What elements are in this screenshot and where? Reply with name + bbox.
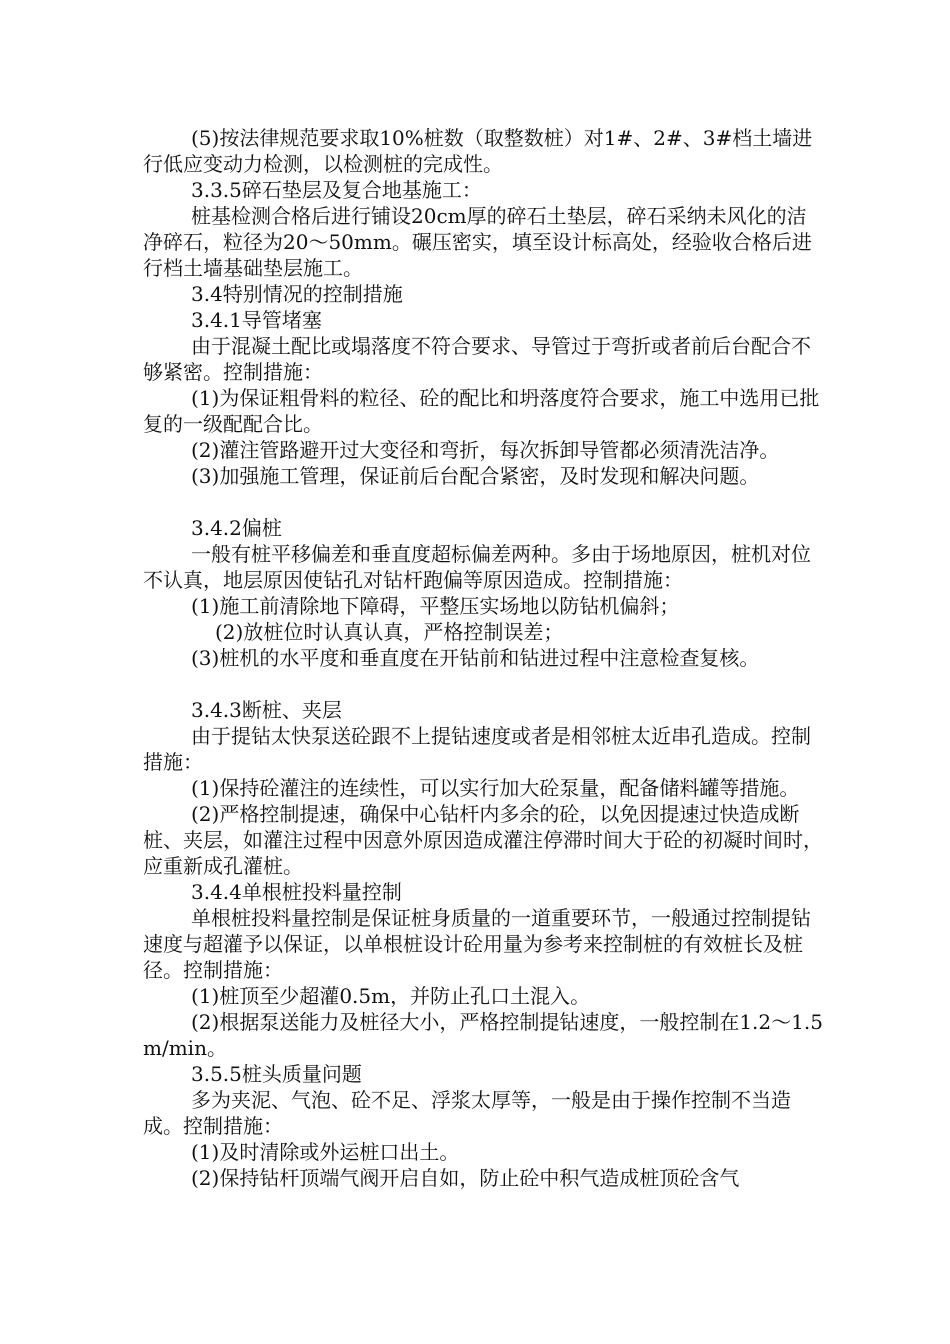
section-heading-3-4-1: 3.4.1导管堵塞 xyxy=(191,308,322,332)
paragraph-measure-3-4-4-1: (1)桩顶至少超灌0.5m，并防止孔口土混入。 xyxy=(191,984,591,1008)
paragraph-feed-control: 单根桩投料量控制是保证桩身质量的一道重要环节，一般通过控制提钻速度与超灌予以保证，以单根桩设计砼用量为参考来控制桩的有效桩长及桩径。控制措施： xyxy=(143,906,811,982)
paragraph-pipe-blockage-cause: 由于混凝土配比或塌落度不符合要求、导管过于弯折或者前后台配合不够紧密。控制措施： xyxy=(143,334,811,384)
paragraph-measure-3-5-5-1: (1)及时清除或外运桩口出土。 xyxy=(191,1140,460,1164)
paragraph-measure-3-4-3-1: (1)保持砼灌注的连续性，可以实行加大砼泵量，配备储料罐等措施。 xyxy=(191,776,800,800)
paragraph-measure-3-4-1-3: (3)加强施工管理，保证前后台配合紧密，及时发现和解决问题。 xyxy=(191,464,760,488)
section-heading-3-4-4: 3.4.4单根桩投料量控制 xyxy=(191,880,402,904)
section-heading-3-3-5: 3.3.5碎石垫层及复合地基施工： xyxy=(191,178,482,202)
paragraph-gravel-cushion: 桩基检测合格后进行铺设20cm厚的碎石土垫层，碎石采纳未风化的洁净碎石，粒径为20～50mm。碾压密实，填至设计标高处，经验收合格后进行档土墙基础垫层施工。 xyxy=(143,204,812,280)
paragraph-measure-3-4-1-2: (2)灌注管路避开过大变径和弯折，每次拆卸导管都必须清洗洁净。 xyxy=(191,438,780,462)
paragraph-measure-3-5-5-2: (2)保持钻杆顶端气阀开启自如，防止砼中积气造成桩顶砼含气 xyxy=(191,1166,740,1190)
paragraph-measure-3-4-3-2: (2)严格控制提速，确保中心钻杆内多余的砼，以免因提速过快造成断桩、夹层，如灌注过程中因意外原因造成灌注停滞时间大于砼的初凝时间时，应重新成孔灌桩。 xyxy=(143,802,823,878)
blank-line xyxy=(143,489,823,515)
paragraph-measure-3-4-1-1: (1)为保证粗骨料的粒径、砼的配比和坍落度符合要求，施工中选用已批复的一级配配合比。 xyxy=(143,386,820,436)
paragraph-item-5-low-strain-test: (5)按法律规范要求取10%桩数（取整数桩）对1#、2#、3#档土墙进行低应变动力检测，以检测桩的完成性。 xyxy=(143,126,813,176)
paragraph-measure-3-4-2-1: (1)施工前清除地下障碍，平整压实场地以防钻机偏斜； xyxy=(191,594,680,618)
section-heading-3-4-3: 3.4.3断桩、夹层 xyxy=(191,698,342,722)
paragraph-pile-deviation-cause: 一般有桩平移偏差和垂直度超标偏差两种。多由于场地原因，桩机对位不认真，地层原因使钻孔对钻杆跑偏等原因造成。控制措施： xyxy=(143,542,811,592)
paragraph-pile-head-cause: 多为夹泥、气泡、砼不足、浮浆太厚等，一般是由于操作控制不当造成。控制措施： xyxy=(143,1088,791,1138)
paragraph-broken-pile-cause: 由于提钻太快泵送砼跟不上提钻速度或者是相邻桩太近串孔造成。控制措施： xyxy=(143,724,811,774)
document-body xyxy=(143,125,823,1191)
paragraph-measure-3-4-2-3: (3)桩机的水平度和垂直度在开钻前和钻进过程中注意检查复核。 xyxy=(191,646,760,670)
blank-line xyxy=(143,671,823,697)
section-heading-3-5-5: 3.5.5桩头质量问题 xyxy=(191,1062,362,1086)
paragraph-measure-3-4-2-2: (2)放桩位时认真认真，严格控制误差； xyxy=(215,620,564,644)
section-heading-3-4: 3.4特别情况的控制措施 xyxy=(191,282,403,306)
section-heading-3-4-2: 3.4.2偏桩 xyxy=(191,516,282,540)
paragraph-measure-3-4-4-2: (2)根据泵送能力及桩径大小，严格控制提钻速度，一般控制在1.2～1.5m/min。 xyxy=(143,1010,823,1060)
